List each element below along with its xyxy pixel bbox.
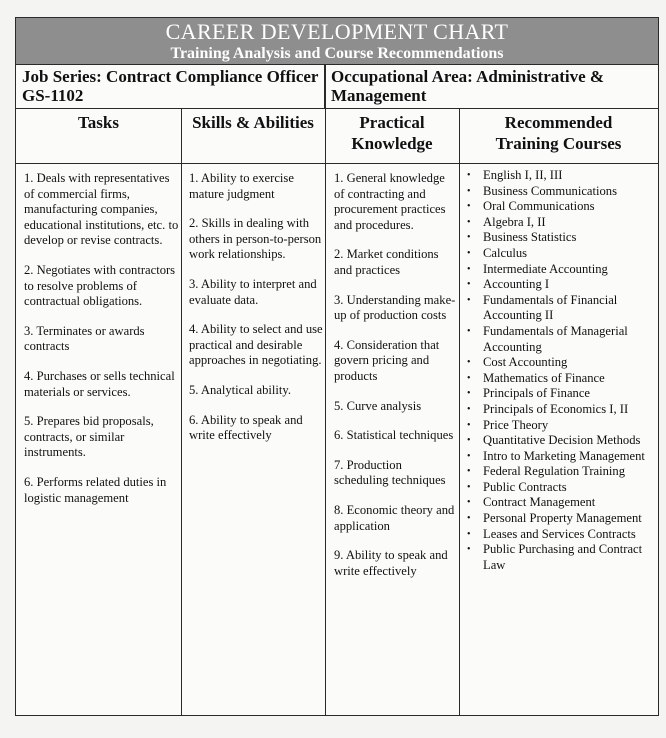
courses-list bbox=[460, 168, 656, 573]
knowledge-item: 7. Production scheduling techniques bbox=[334, 457, 446, 488]
course-item: • Oral Communications bbox=[467, 199, 595, 214]
bullet-icon: • bbox=[467, 544, 471, 556]
knowledge-item: 1. General knowledge of contracting and procurement practices and procedures. bbox=[334, 171, 446, 232]
task-item: 1. Deals with representatives of commercial firms, manufacturing companies, educational institutions, etc. to develop or revise contracts. bbox=[24, 171, 179, 248]
course-item: • Calculus bbox=[467, 245, 528, 260]
skill-item: 3. Ability to interpret and evaluate data. bbox=[189, 276, 317, 307]
job-series: Job Series: Contract Compliance Officer GS-1102 bbox=[22, 67, 319, 105]
occupational-area-cell bbox=[325, 65, 658, 108]
bullet-icon: • bbox=[467, 481, 471, 493]
bullet-icon: • bbox=[467, 388, 471, 400]
knowledge-item: 3. Understanding make-up of production costs bbox=[334, 292, 456, 323]
course-item: • Cost Accounting bbox=[467, 355, 568, 370]
bullet-icon: • bbox=[467, 513, 471, 525]
course-item: • Fundamentals of Financial Accounting II bbox=[467, 292, 618, 323]
occupational-area: Occupational Area: Administrative & Management bbox=[331, 67, 605, 105]
course-item: • Public Purchasing and Contract Law bbox=[467, 542, 643, 572]
bullet-icon: • bbox=[467, 216, 471, 228]
skill-item: 5. Analytical ability. bbox=[189, 382, 292, 397]
tasks-column bbox=[24, 171, 179, 520]
bullet-icon: • bbox=[467, 450, 471, 462]
course-item: • Principals of Economics I, II bbox=[467, 401, 629, 416]
column-divider bbox=[325, 65, 326, 715]
knowledge-item: 4. Consideration that govern pricing and products bbox=[334, 337, 440, 383]
bullet-icon: • bbox=[467, 466, 471, 478]
bullet-icon: • bbox=[467, 528, 471, 540]
tasks-header: Tasks bbox=[78, 113, 119, 132]
course-item: • Public Contracts bbox=[467, 479, 567, 494]
course-item: • Contract Management bbox=[467, 495, 596, 510]
course-item: • Principals of Finance bbox=[467, 386, 591, 401]
course-item: • Business Statistics bbox=[467, 230, 577, 245]
bullet-icon: • bbox=[467, 419, 471, 431]
knowledge-item: 5. Curve analysis bbox=[334, 398, 422, 413]
course-item: • Federal Regulation Training bbox=[467, 464, 626, 479]
skills-header: Skills & Abilities bbox=[192, 113, 314, 132]
task-item: 6. Performs related duties in logistic management bbox=[24, 474, 167, 505]
bullet-icon: • bbox=[467, 185, 471, 197]
knowledge-column bbox=[334, 171, 456, 593]
bullet-icon: • bbox=[467, 435, 471, 447]
chart-title: CAREER DEVELOPMENT CHART bbox=[165, 19, 509, 44]
knowledge-header: Practical Knowledge bbox=[351, 113, 433, 153]
task-item: 3. Terminates or awards contracts bbox=[24, 323, 145, 354]
bullet-icon: • bbox=[467, 497, 471, 509]
bullet-icon: • bbox=[467, 263, 471, 275]
chart-subtitle: Training Analysis and Course Recommendations bbox=[170, 45, 504, 62]
career-chart bbox=[15, 17, 659, 716]
skill-item: 4. Ability to select and use practical and desirable approaches in negotiating. bbox=[189, 322, 323, 368]
bullet-icon: • bbox=[467, 170, 471, 181]
course-item: • Intermediate Accounting bbox=[467, 261, 608, 276]
skill-item: 1. Ability to exercise mature judgment bbox=[189, 171, 294, 201]
job-series-cell bbox=[16, 65, 325, 108]
knowledge-item: 2. Market conditions and practices bbox=[334, 247, 439, 277]
bullet-icon: • bbox=[467, 294, 471, 306]
courses-header: Recommended Training Courses bbox=[495, 113, 622, 153]
bullet-icon: • bbox=[467, 232, 471, 244]
bullet-icon: • bbox=[467, 247, 471, 259]
course-item: • Personal Property Management bbox=[467, 511, 642, 526]
knowledge-item: 6. Statistical techniques bbox=[334, 428, 454, 443]
bullet-icon: • bbox=[467, 357, 471, 369]
bullet-icon: • bbox=[467, 325, 471, 337]
course-item: • English I, II, III bbox=[467, 168, 563, 182]
skills-column bbox=[189, 171, 323, 458]
skill-item: 6. Ability to speak and write effectively bbox=[189, 412, 303, 443]
bullet-icon: • bbox=[467, 201, 471, 213]
bullet-icon: • bbox=[467, 403, 471, 415]
course-item: • Fundamentals of Managerial Accounting bbox=[467, 323, 628, 354]
title-banner bbox=[16, 18, 658, 65]
knowledge-item: 9. Ability to speak and write effectively bbox=[334, 548, 448, 578]
courses-column bbox=[460, 168, 656, 573]
course-item: • Business Communications bbox=[467, 183, 617, 198]
bullet-icon: • bbox=[467, 372, 471, 384]
course-item: • Accounting I bbox=[467, 277, 550, 292]
skill-item: 2. Skills in dealing with others in person-to-person work relationships. bbox=[189, 216, 322, 262]
knowledge-item: 8. Economic theory and application bbox=[334, 502, 455, 533]
course-item: • Quantitative Decision Methods bbox=[467, 433, 641, 448]
task-item: 5. Prepares bid proposals, contracts, or similar instruments. bbox=[24, 414, 154, 460]
course-item: • Price Theory bbox=[467, 417, 549, 432]
course-item: • Leases and Services Contracts bbox=[467, 526, 636, 541]
course-item: • Mathematics of Finance bbox=[467, 370, 605, 385]
info-row bbox=[16, 65, 658, 109]
course-item: • Intro to Marketing Management bbox=[467, 448, 645, 463]
bullet-icon: • bbox=[467, 279, 471, 291]
column-header-row bbox=[16, 109, 658, 164]
column-divider bbox=[181, 109, 182, 715]
task-item: 2. Negotiates with contractors to resolve problems of contractual obligations. bbox=[24, 262, 176, 309]
course-item: • Algebra I, II bbox=[467, 214, 546, 229]
task-item: 4. Purchases or sells technical materials or services. bbox=[24, 368, 175, 399]
